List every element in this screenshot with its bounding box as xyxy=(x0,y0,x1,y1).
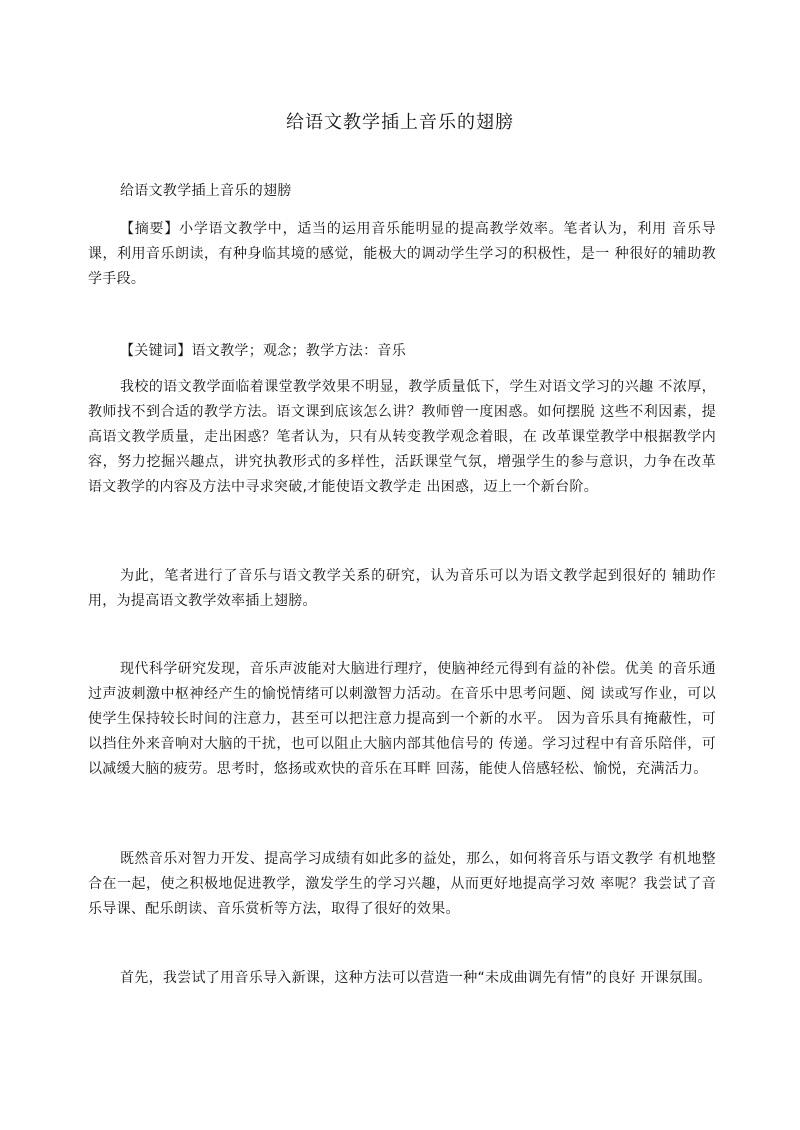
abstract-paragraph: 【摘要】小学语文教学中，适当的运用音乐能明显的提高教学效率。笔者认为，利用 音乐导课，利用音乐朗读，有种身临其境的感觉，能极大的调动学生学习的积极性，是一 种很好的辅助教学手段。 xyxy=(88,221,716,287)
body-paragraph: 为此，笔者进行了音乐与语文教学关系的研究，认为音乐可以为语文教学起到很好的 辅助作用，为提高语文教学效率插上翅膀。 xyxy=(88,568,716,609)
body-paragraph: 首先，我尝试了用音乐导入新课，这种方法可以营造一种“未成曲调先有情”的良好 开课氛围。 xyxy=(120,970,712,986)
keywords-line: 【关键词】语文教学；观念；教学方法：音乐 xyxy=(120,343,406,359)
body-paragraph: 我校的语文教学面临着课堂教学效果不明显，教学质量低下，学生对语文学习的兴趣 不浓厚，教师找不到合适的教学方法。语文课到底该怎么讲？教师曾一度困惑。如何摆脱 这些不利因素，提高语文教学质量，走出困惑？笔者认为，只有从转变教学观念着眼，在 改革课堂教学中根据教学内容，努力挖掘兴趣点，讲究执教形式的多样性，活跃课堂气氛，增强学生的参与意识，力争在改革语文教学的内容及方法中寻求突破,才能使语文教学走 出困惑，迈上一个新台阶。 xyxy=(88,379,716,495)
document-title: 给语文教学插上音乐的翅膀 xyxy=(286,112,514,133)
body-paragraph: 既然音乐对智力开发、提高学习成绩有如此多的益处，那么，如何将音乐与语文教学 有机地整合在一起，使之积极地促进教学，激发学生的学习兴趣，从而更好地提高学习效 率呢？我尝试了音乐导课、配乐朗读、音乐赏析等方法，取得了很好的效果。 xyxy=(88,851,716,917)
document-subtitle: 给语文教学插上音乐的翅膀 xyxy=(120,183,292,199)
body-paragraph: 现代科学研究发现，音乐声波能对大脑进行理疗，使脑神经元得到有益的补偿。优美 的音乐通过声波刺激中枢神经产生的愉悦情绪可以刺激智力活动。在音乐中思考问题、阅 读或写作业，可以使学生保持较长时间的注意力，甚至可以把注意力提高到一个新的水平。 因为音乐具有掩蔽性，可以挡住外来音响对大脑的干扰，也可以阻止大脑内部其他信号的 传递。学习过程中有音乐陪伴，可以减缓大脑的疲劳。思考时，悠扬或欢快的音乐在耳畔 回荡，能使人倍感轻松、愉悦，充满活力。 xyxy=(88,661,716,777)
